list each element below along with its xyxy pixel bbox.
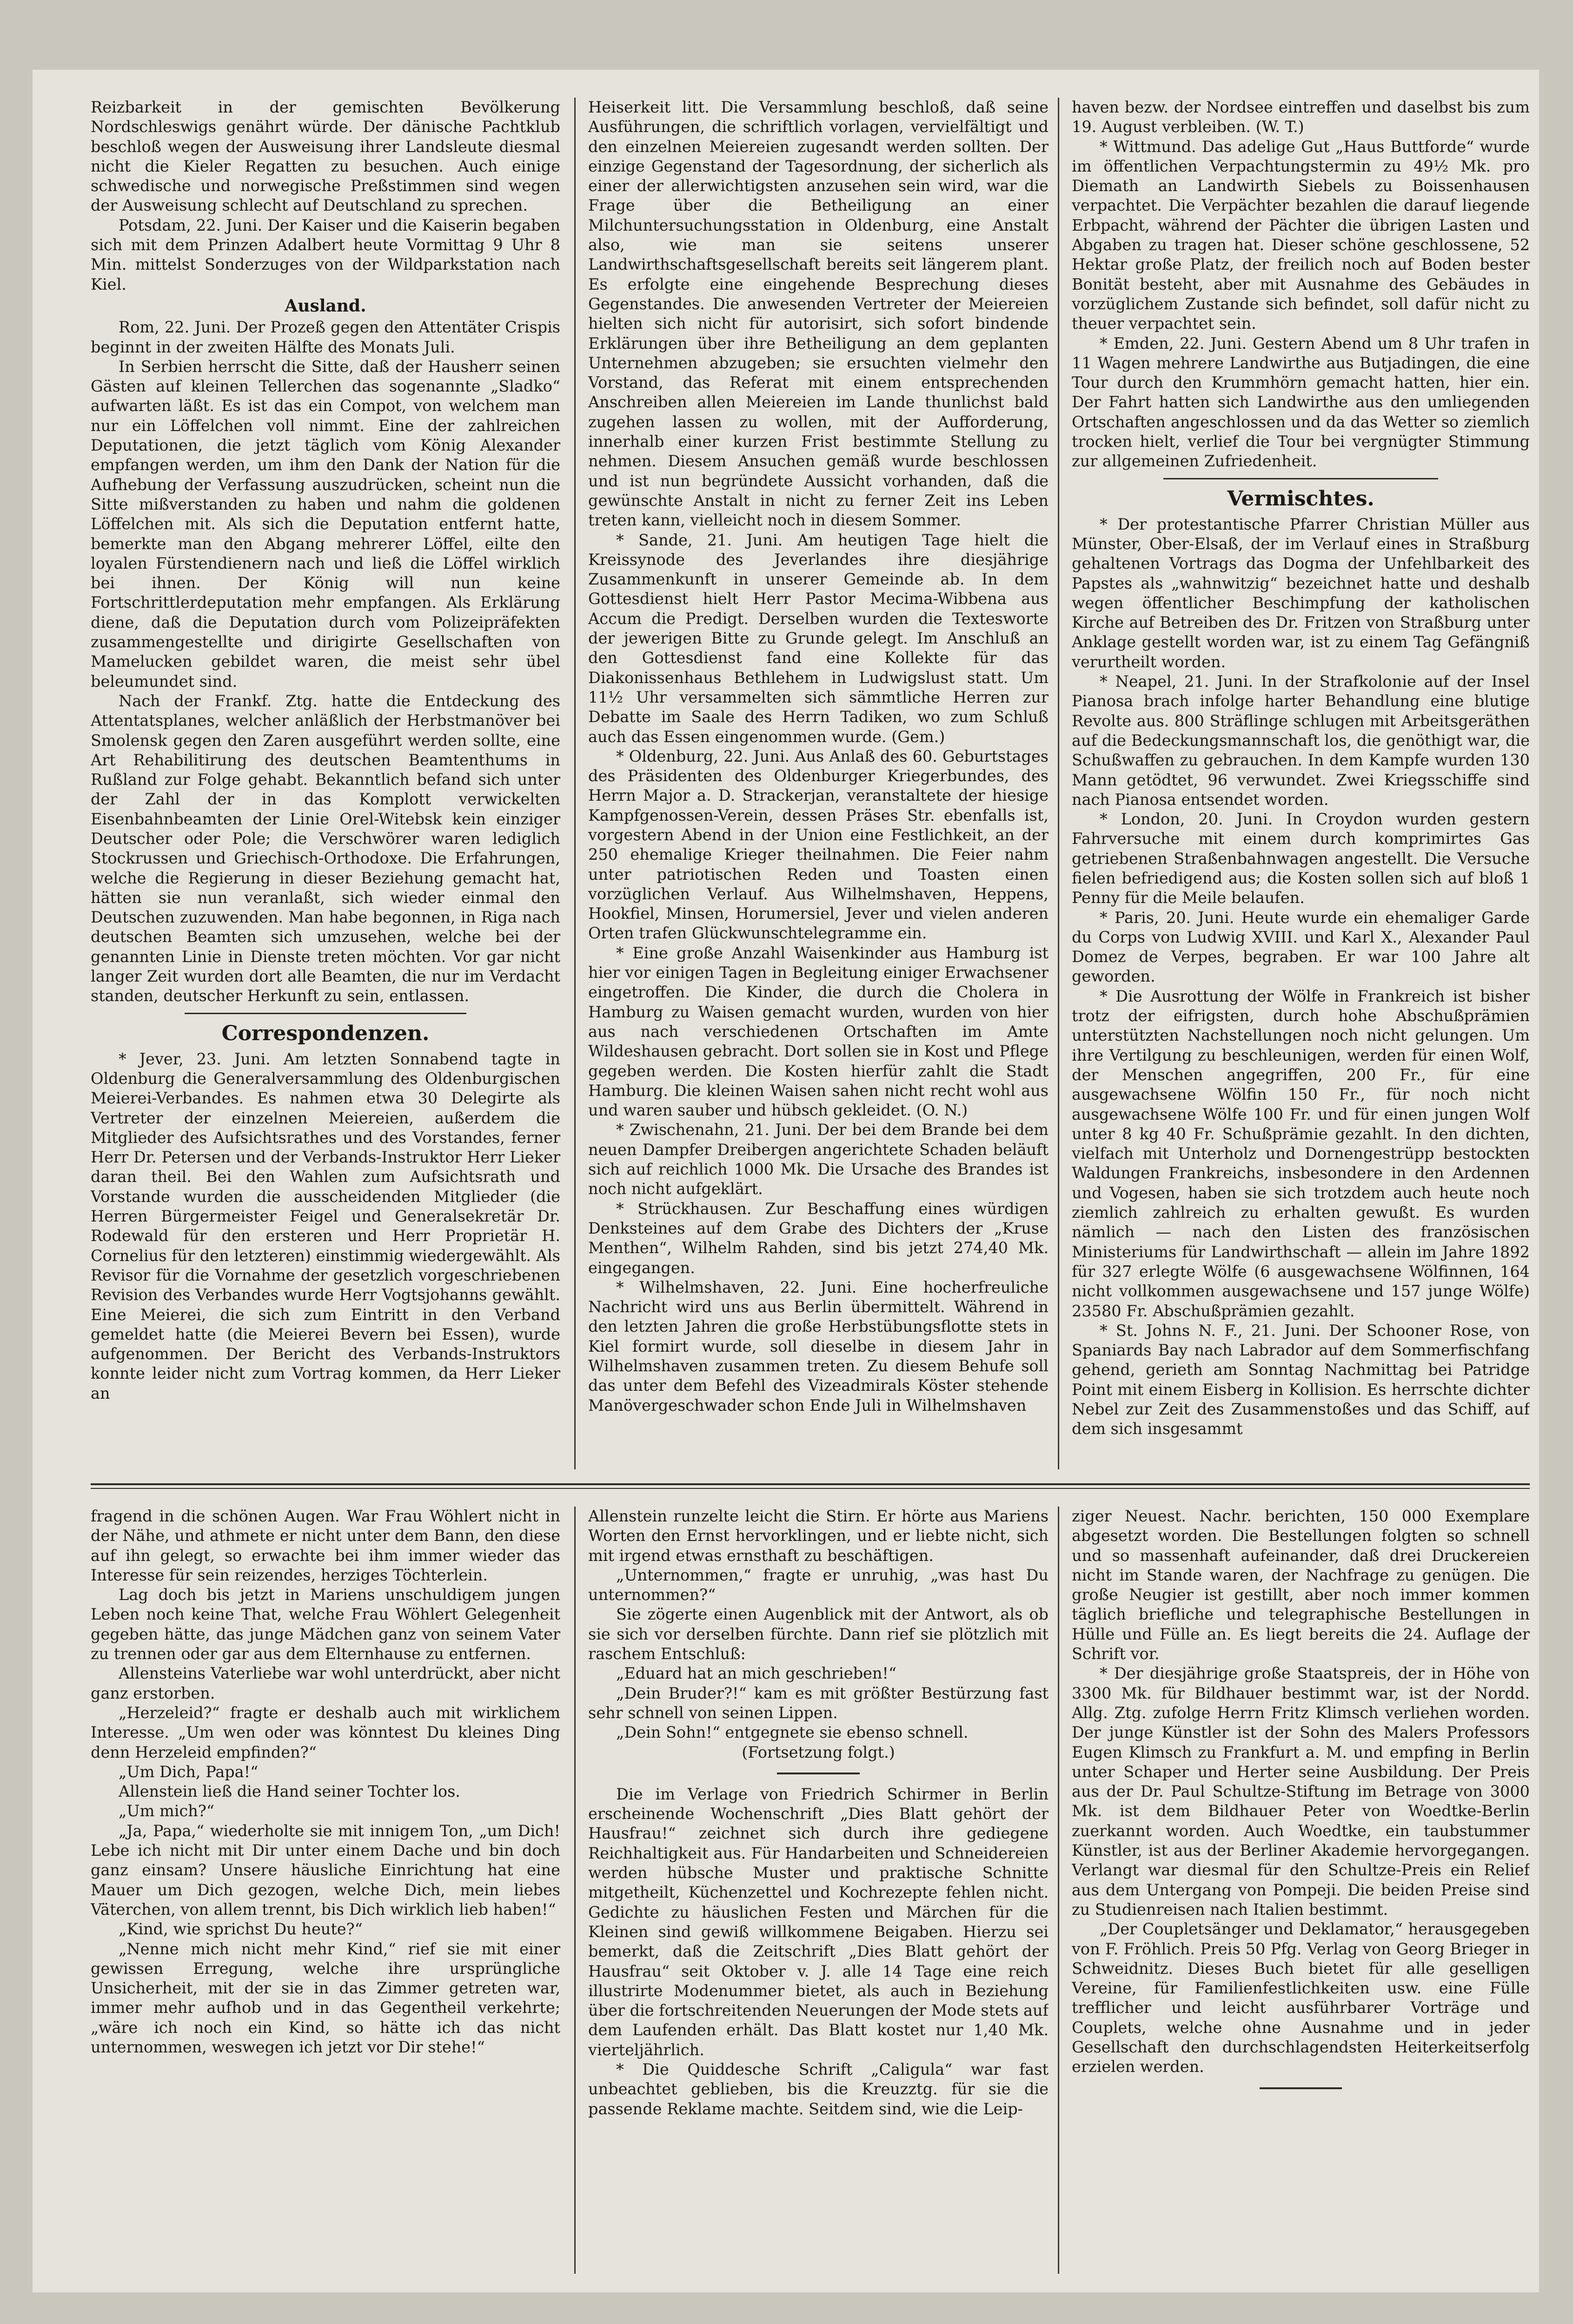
article-paragraph: * London, 20. Juni. In Croydon wurden gestern Fahrversuche mit einem durch komprimirtes Gas getriebenen Straßenbahnwagen angestellt. Die Versuche fielen befriedigend aus; die Kosten sollen sich auf bloß 1 Penny für die Meile belaufen. <box>1072 810 1530 907</box>
article-paragraph: „Kind, wie sprichst Du heute?“ <box>119 1920 363 1939</box>
article-paragraph: ziger Neuest. Nachr. berichten, 150 000 Exemplare abgesetzt worden. Die Bestellungen folgten so schnell und so massenhaft aufeinander, daß drei Druckereien nicht im Stande waren, der Nachfrage zu genügen. Die große Neugier ist gestillt, aber noch immer kommen täglich briefliche und telegraphische Bestellungen in Hülle und Fülle an. Es liegt bereits die 24. Auflage der Schrift vor. <box>1072 1507 1530 1663</box>
article-paragraph: Allensteins Vaterliebe war wohl unterdrückt, aber nicht ganz erstorben. <box>91 1664 560 1702</box>
article-paragraph: Sie zögerte einen Augenblick mit der Antwort, als ob sie sich vor derselben fürchte. Dann rief sie plötzlich mit raschem Entschluß: <box>588 1605 1049 1663</box>
article-paragraph: * Der protestantische Pfarrer Christian Müller aus Münster, Ober-Elsaß, der im Verlauf eines in Straßburg gehaltenen Vortrags das Dogma der Unfehlbarkeit des Papstes als „wahnwitzig“ bezeichnet hatte und deshalb wegen öffentlicher Beschimpfung der katholischen Kirche auf Betreiben des Dr. Fritzen von Straßburg unter Anklage gestellt worden war, ist zu einem Tag Gefängniß verurtheilt worden. <box>1072 515 1530 671</box>
column-divider <box>574 1507 576 2274</box>
article-paragraph: Rom, 22. Juni. Der Prozeß gegen den Attentäter Crispis beginnt in der zweiten Hälfte des Monats Juli. <box>91 318 560 356</box>
article-paragraph: haven bezw. der Nordsee eintreffen und daselbst bis zum 19. August verbleiben. (W. T.) <box>1072 98 1530 136</box>
section-rule <box>185 1013 466 1014</box>
upper-column-1 <box>91 98 560 1472</box>
article-paragraph: „Um mich?“ <box>119 1802 214 1820</box>
article-paragraph: * Wittmund. Das adelige Gut „Haus Buttforde“ wurde im öffentlichen Verpachtungstermin zu 49½ Mk. pro Diemath an Landwirth Siebels zu Boissenhausen verpachtet. Die Verpächter bezahlen die darauf liegende Erbpacht, während der Pächter die übrigen Lasten und Abgaben zu tragen hat. Dieser schöne geschlossene, 52 Hektar große Platz, der freilich noch auf Boden bester Bonität besteht, aber mit Ausnahme des Gebäudes in vorzüglichem Zustande sich befindet, soll dafür nicht zu theuer verpachtet sein. <box>1072 137 1530 333</box>
section-rule <box>1163 478 1438 479</box>
column-divider <box>574 98 576 1469</box>
section-heading: Vermischtes. <box>1227 486 1374 511</box>
article-paragraph: * St. Johns N. F., 21. Juni. Der Schooner Rose, von Spaniards Bay nach Labrador auf dem Sommerfischfang gehend, gerieth am Sonntag Nachmittag bei Patridge Point mit einem Eisberg in Kollision. Es herrschte dichter Nebel zur Zeit des Zusammenstoßes und das Schiff, auf dem sich insgesammt <box>1072 1321 1530 1438</box>
article-paragraph: * Paris, 20. Juni. Heute wurde ein ehemaliger Garde du Corps von Ludwig XVIII. und Karl X., Alexander Paul Domez de Verpes, begraben. Er war 100 Jahre alt geworden. <box>1072 908 1530 986</box>
article-paragraph: fragend in die schönen Augen. War Frau Wöhlert nicht in der Nähe, und athmete er nicht unter dem Bann, den diese auf ihn gelegt, so erwachte bei ihm immer wieder das Interesse für sein reizendes, herziges Töchterlein. <box>91 1507 560 1584</box>
article-paragraph: * Sande, 21. Juni. Am heutigen Tage hielt die Kreissynode des Jeverlandes ihre diesjährige Zusammenkunft in unserer Gemeinde ab. In dem Gottesdienst hielt Herr Pastor Mecima-Wibbena aus Accum die Predigt. Derselben wurden die Textesworte der jewerigen Bitte zu Grunde gelegt. Im Anschluß an den Gottesdienst fand eine Kollekte für das Diakonissenhaus Bethlehem in Ludwigslust statt. Um 11½ Uhr versammelten sich sämmtliche Herren zur Debatte im Saale des Herrn Tadiken, wo zum Schluß auch das Essen eingenommen wurde. (Gem.) <box>588 531 1049 746</box>
article-paragraph: Allenstein runzelte leicht die Stirn. Er hörte aus Mariens Worten den Ernst hervorklingen, und er liebte nicht, sich mit irgend etwas ernsthaft zu beschäftigen. <box>588 1507 1049 1565</box>
article-paragraph: „Um Dich, Papa!“ <box>119 1762 259 1781</box>
article-paragraph: Reizbarkeit in der gemischten Bevölkerung Nordschleswigs genährt würde. Der dänische Pachtklub beschloß wegen der Ausweisung ihrer Landsleute diesmal nicht die Kieler Regatten zu besuchen. Auch einige schwedische und norwegische Preßstimmen sind wegen der Ausweisung schlecht auf Deutschland zu sprechen. <box>91 98 560 215</box>
article-paragraph: „Unternommen,“ fragte er unruhig, „was hast Du unternommen?“ <box>588 1566 1049 1604</box>
article-paragraph: Potsdam, 22. Juni. Der Kaiser und die Kaiserin begaben sich mit dem Prinzen Adalbert heute Vormittag 9 Uhr 8 Min. mittelst Sonderzuges von der Wildparkstation nach Kiel. <box>91 216 560 293</box>
article-paragraph: „Ja, Papa,“ wiederholte sie mit innigem Ton, „um Dich! Lebe ich nicht mit Dir unter einem Dache und bin doch ganz einsam? Unsere häusliche Einrichtung hat eine Mauer um Dich gezogen, welche Dich, mein liebes Väterchen, von allem trennt, bis Dich wirklich lieb haben!“ <box>91 1821 560 1919</box>
article-paragraph: * Eine große Anzahl Waisenkinder aus Hamburg ist hier vor einigen Tagen in Begleitung einiger Erwachsener eingetroffen. Die Kinder, die durch die Cholera in Hamburg zu Waisen gemacht wurden, wurden von hier aus nach verschiedenen Ortschaften im Amte Wildeshausen gebracht. Dort sollen sie in Kost und Pflege gegeben werden. Die Kosten hierfür zahlt die Stadt Hamburg. Die kleinen Waisen sahen nicht recht wohl aus und waren sauber und hübsch gekleidet. (O. N.) <box>588 943 1049 1120</box>
feuilleton-column-3 <box>1072 1507 1530 2278</box>
article-paragraph: Lag doch bis jetzt in Mariens unschuldigem jungen Leben noch keine That, welche Frau Wöhlert Gelegenheit gegeben hätte, das junge Mädchen ganz von seinem Vater zu trennen oder gar aus dem Elternhause zu entfernen. <box>91 1586 560 1663</box>
article-paragraph: * Zwischenahn, 21. Juni. Der bei dem Brande bei dem neuen Dampfer Dreibergen angerichtete Schaden beläuft sich auf reichlich 1000 Mk. Die Ursache des Brandes ist noch nicht aufgeklärt. <box>588 1121 1049 1198</box>
upper-column-3 <box>1072 98 1530 1472</box>
article-paragraph: In Serbien herrscht die Sitte, daß der Hausherr seinen Gästen auf kleinen Tellerchen das sogenannte „Sladko“ aufwarten läßt. Es ist das ein Compot, von welchem man nur ein Löffelchen voll nimmt. Eine der zahlreichen Deputationen, die jetzt täglich vom König Alexander empfangen werden, um ihm den Dank der Nation für die Aufhebung der Verfassung auszudrücken, scheint nun die Sitte mißverstanden zu haben und nahm die goldenen Löffelchen mit. Als sich die Deputation entfernt hatte, bemerkte man den Abgang mehrerer Löffel, eilte den loyalen Fürstendienern nach und ließ die Löffel wirklich bei ihnen. Der König will nun keine Fortschrittlerdeputation mehr empfangen. Als Erklärung diene, daß die Deputation durch vom Polizeipräfekten zusammengestellte und dirigirte Gesellschaften von Mamelucken gebildet waren, die meist sehr übel beleumundet sind. <box>91 357 560 691</box>
feuilleton-column-2 <box>588 1507 1049 2278</box>
article-paragraph: * Die Quiddesche Schrift „Caligula“ war fast unbeachtet geblieben, bis die Kreuzztg. für sie die passende Reklame machte. Seitdem sind, wie die Leip- <box>588 2060 1049 2118</box>
upper-column-2 <box>588 98 1049 1472</box>
column-divider <box>1058 1507 1059 2274</box>
article-paragraph: Nach der Frankf. Ztg. hatte die Entdeckung des Attentatsplanes, welcher anläßlich der Herbstmanöver bei Smolensk gegen den Zaren ausgeführt werden sollte, eine Art Rehabilitirung des deutschen Beamtenthums in Rußland zur Folge gehabt. Bekanntlich befand sich unter der Zahl der in das Komplott verwickelten Eisenbahnbeamten der Linie Orel-Witebsk kein einziger Deutscher oder Pole; die Verschwörer waren lediglich Stockrussen und Griechisch-Orthodoxe. Die Erfahrungen, welche die Regierung in dieser Beziehung gemacht hat, hätten sie nun veranlaßt, sich wieder einmal den Deutschen zuzuwenden. Man habe begonnen, in Riga nach deutschen Beamten sich umzusehen, welche bei der genannten Linie in Dienste treten möchten. Vor gar nicht langer Zeit wurden dort alle Beamten, die nur im Verdacht standen, deutscher Herkunft zu sein, entlassen. <box>91 691 560 1005</box>
article-paragraph: „Der Coupletsänger und Deklamator,“ herausgegeben von F. Fröhlich. Preis 50 Pfg. Verlag von Georg Brieger in Schweidnitz. Dieses Buch bietet für alle geselligen Vereine, für Familienfestlichkeiten usw. eine Fülle trefflicher und leicht ausführbarer Vorträge und Couplets, welche ohne Ausnahme und in jeder Gesellschaft den durchschlagendsten Heiterkeitserfolg erzielen werden. <box>1072 1920 1530 2076</box>
article-paragraph: * Oldenburg, 22. Juni. Aus Anlaß des 60. Geburtstages des Präsidenten des Oldenburger Kriegerbundes, des Herrn Major a. D. Strackerjan, veranstaltete der hiesige Kampfgenossen-Verein, dessen Präses Str. ebenfalls ist, vorgestern Abend in der Union eine Festlichkeit, an der 250 ehemalige Krieger theilnahmen. Die Feier nahm unter patriotischen Reden und Toasten einen vorzüglichen Verlauf. Aus Wilhelmshaven, Heppens, Hookfiel, Minsen, Horumersiel, Jever und vielen anderen Orten trafen Glückwunschtelegramme ein. <box>588 747 1049 943</box>
section-heading: Correspondenzen. <box>221 1021 430 1045</box>
article-paragraph: Heiserkeit litt. Die Versammlung beschloß, daß seine Ausführungen, die schriftlich vorlagen, vervielfältigt und den einzelnen Meiereien zugesandt werden sollten. Der einzige Gegenstand der Tagesordnung, der sicherlich als einer der allerwichtigsten anzusehen sein wird, war die Frage über die Betheiligung an einer Milchuntersuchungsstation in Oldenburg, eine Anstalt also, wie man sie seitens unserer Landwirthschaftsgesellschaft bereits seit längerem plant. Es erfolgte eine eingehende Besprechung dieses Gegenstandes. Die anwesenden Vertreter der Meiereien hielten sich nicht für autorisirt, sich sofort bindende Erklärungen über ihre Betheiligung an dem geplanten Unternehmen abzugeben; sie ersuchten vielmehr den Vorstand, das Referat mit einem entsprechenden Anschreiben allen Meiereien im Lande thunlichst bald zugehen lassen zu wollen, mit der Aufforderung, innerhalb einer kurzen Frist bestimmte Stellung zu nehmen. Diesem Ansuchen gemäß wurde beschlossen und ist nun begründete Aussicht vorhanden, daß die gewünschte Anstalt in nicht zu ferner Zeit ins Leben treten kann, vielleicht noch in diesem Sommer. <box>588 98 1049 530</box>
article-paragraph: * Die Ausrottung der Wölfe in Frankreich ist bisher trotz der eifrigsten, durch hohe Abschußprämien unterstützten Nachstellungen noch nicht gelungen. Um ihre Vertilgung zu beschleunigen, werden für einen Wolf, der Menschen angegriffen, 200 Fr., für eine ausgewachsene Wölfin 150 Fr., für noch nicht ausgewachsene Wölfe 100 Fr. und für einen jungen Wolf unter 8 kg 40 Fr. Schußprämie gezahlt. In den dichten, vielfach mit Unterholz und Dornengestrüpp bestockten Waldungen Frankreichs, insbesondere in den Ardennen und Vogesen, haben sie sich trotzdem auch heute noch ziemlich zahlreich zu erhalten gewußt. Es wurden nämlich — nach den Listen des französischen Ministeriums für Landwirthschaft — allein im Jahre 1892 für 327 erlegte Wölfe (6 ausgewachsene Wölfinnen, 164 nicht vollkommen ausgewachsene und 157 junge Wölfe) 23580 Fr. Abschußprämien gezahlt. <box>1072 987 1530 1320</box>
article-paragraph: „Dein Sohn!“ entgegnete sie ebenso schnell. <box>616 1723 969 1742</box>
article-paragraph: * Emden, 22. Juni. Gestern Abend um 8 Uhr trafen in 11 Wagen mehrere Landwirthe aus Butjadingen, die eine Tour durch den Krummhörn gemacht hatten, hier ein. Der Fahrt hatten sich Landwirthe aus den umliegenden Ortschaften angeschlossen und da das Wetter so ziemlich trocken hielt, verlief die Tour bei vergnügter Stimmung zur allgemeinen Zufriedenheit. <box>1072 334 1530 471</box>
feuilleton-column-1 <box>91 1507 560 2278</box>
feuilleton-divider <box>91 1483 1530 1485</box>
article-paragraph: (Fortsetzung folgt.) <box>742 1743 895 1761</box>
article-paragraph: Allenstein ließ die Hand seiner Tochter los. <box>119 1782 460 1801</box>
article-paragraph: * Wilhelmshaven, 22. Juni. Eine hocherfreuliche Nachricht wird uns aus Berlin übermittelt. Während in den letzten Jahren die große Herbstübungsflotte stets in Kiel formirt wurde, soll dieselbe in diesem Jahr in Wilhelmshaven zusammen treten. Zu diesem Behufe soll das unter dem Befehl des Vizeadmirals Köster stehende Manövergeschwader schon Ende Juli in Wilhelmshaven <box>588 1278 1049 1414</box>
article-paragraph: „Nenne mich nicht mehr Kind,“ rief sie mit einer gewissen Erregung, welche ihre ursprüngliche Unsicherheit, mit der sie in das Zimmer getreten war, immer mehr aufhob und in das Gegentheil verkehrte; „wäre ich noch ein Kind, so hätte ich das nicht unternommen, weswegen ich jetzt vor Dir stehe!“ <box>91 1939 560 2057</box>
article-paragraph: * Jever, 23. Juni. Am letzten Sonnabend tagte in Oldenburg die Generalversammlung des Oldenburgischen Meierei-Verbandes. Es nahmen etwa 30 Delegirte als Vertreter der einzelnen Meiereien, außerdem die Mitglieder des Aufsichtsrathes und des Vorstandes, ferner Herr Dr. Petersen und der Verbands-Instruktor Herr Lieker daran theil. Bei den Wahlen zum Aufsichtsrath und Vorstande wurden die ausscheidenden Mitglieder (die Herren Bürgermeister Feigel und Generalsekretär Dr. Rodewald für den ersteren und Herr Proprietär H. Cornelius für den letzteren) einstimmig wiedergewählt. Als Revisor für die Vornahme der gesetzlich vorgeschriebenen Revision des Verbandes wurde Herr Vogtsjohanns gewählt. Eine Meierei, die sich zum Eintritt in den Verband gemeldet hatte (die Meierei Bevern bei Essen), wurde aufgenommen. Der Bericht des Verbands-Instruktors konnte leider nicht zum Vortrag kommen, da Herr Lieker an <box>91 1049 560 1402</box>
article-paragraph: „Dein Bruder?!“ kam es mit größter Bestürzung fast sehr schnell von seinen Lippen. <box>588 1684 1049 1722</box>
article-paragraph: „Eduard hat an mich geschrieben!“ <box>616 1664 897 1683</box>
section-heading: Ausland. <box>285 296 366 316</box>
section-rule <box>1260 2087 1342 2089</box>
section-rule <box>777 1773 860 1774</box>
article-paragraph: * Der diesjährige große Staatspreis, der in Höhe von 3300 Mk. für Bildhauer bestimmt war, ist der Nordd. Allg. Ztg. zufolge Herrn Fritz Klimsch verliehen worden. Der junge Künstler ist der Sohn des Malers Professors Eugen Klimsch zu Frankfurt a. M. und empfing in Berlin unter Schaper und Herter seine Ausbildung. Der Preis aus der Dr. Paul Schultze-Stiftung im Betrage von 3000 Mk. ist dem Bildhauer Peter von Woedtke-Berlin zuerkannt worden. Auch Woedtke, ein taubstummer Künstler, ist aus der Berliner Akademie hervorgegangen. Verlangt war diesmal für den Schultze-Preis ein Relief aus dem Untergang von Pompeji. Die beiden Preise sind zu Studienreisen nach Italien bestimmt. <box>1072 1664 1530 1919</box>
column-divider <box>1058 98 1059 1469</box>
article-paragraph: * Strückhausen. Zur Beschaffung eines würdigen Denksteines auf dem Grabe des Dichters der „Kruse Menthen“, Wilhelm Rahden, sind bis jetzt 274,40 Mk. eingegangen. <box>588 1199 1049 1277</box>
article-paragraph: „Herzeleid?“ fragte er deshalb auch mit wirklichem Interesse. „Um wen oder was könntest Du kleines Ding denn Herzeleid empfinden?“ <box>91 1703 560 1761</box>
article-paragraph: Die im Verlage von Friedrich Schirmer in Berlin erscheinende Wochenschrift „Dies Blatt gehört der Hausfrau!“ zeichnet sich durch ihre gediegene Reichhaltigkeit aus. Für Handarbeiten und Schneidereien werden hübsche Muster und praktische Schnitte mitgetheilt, Küchenzettel und Kochrezepte fehlen nicht. Gedichte zu häuslichen Festen und Märchen für die Kleinen sind gewiß willkommene Beigaben. Hierzu sei bemerkt, daß die Zeitschrift „Dies Blatt gehört der Hausfrau“ seit Oktober v. J. alle 14 Tage eine reich illustrirte Modenummer bietet, als auch in Beziehung über die fortschreitenden Neuerungen der Mode stets auf dem Laufenden erhält. Das Blatt kostet nur 1,40 Mk. vierteljährlich. <box>588 1785 1049 2059</box>
feuilleton-divider-thin <box>91 1488 1530 1489</box>
article-paragraph: * Neapel, 21. Juni. In der Strafkolonie auf der Insel Pianosa brach infolge harter Behandlung eine blutige Revolte aus. 800 Sträflinge schlugen mit Arbeitsgeräthen auf die Bedeckungsmannschaft los, die genöthigt war, die Schußwaffen zu gebrauchen. In dem Kampfe wurden 130 Mann getödtet, 96 verwundet. Zwei Kriegsschiffe sind nach Pianosa entsendet worden. <box>1072 672 1530 809</box>
newspaper-page <box>33 70 1539 2292</box>
